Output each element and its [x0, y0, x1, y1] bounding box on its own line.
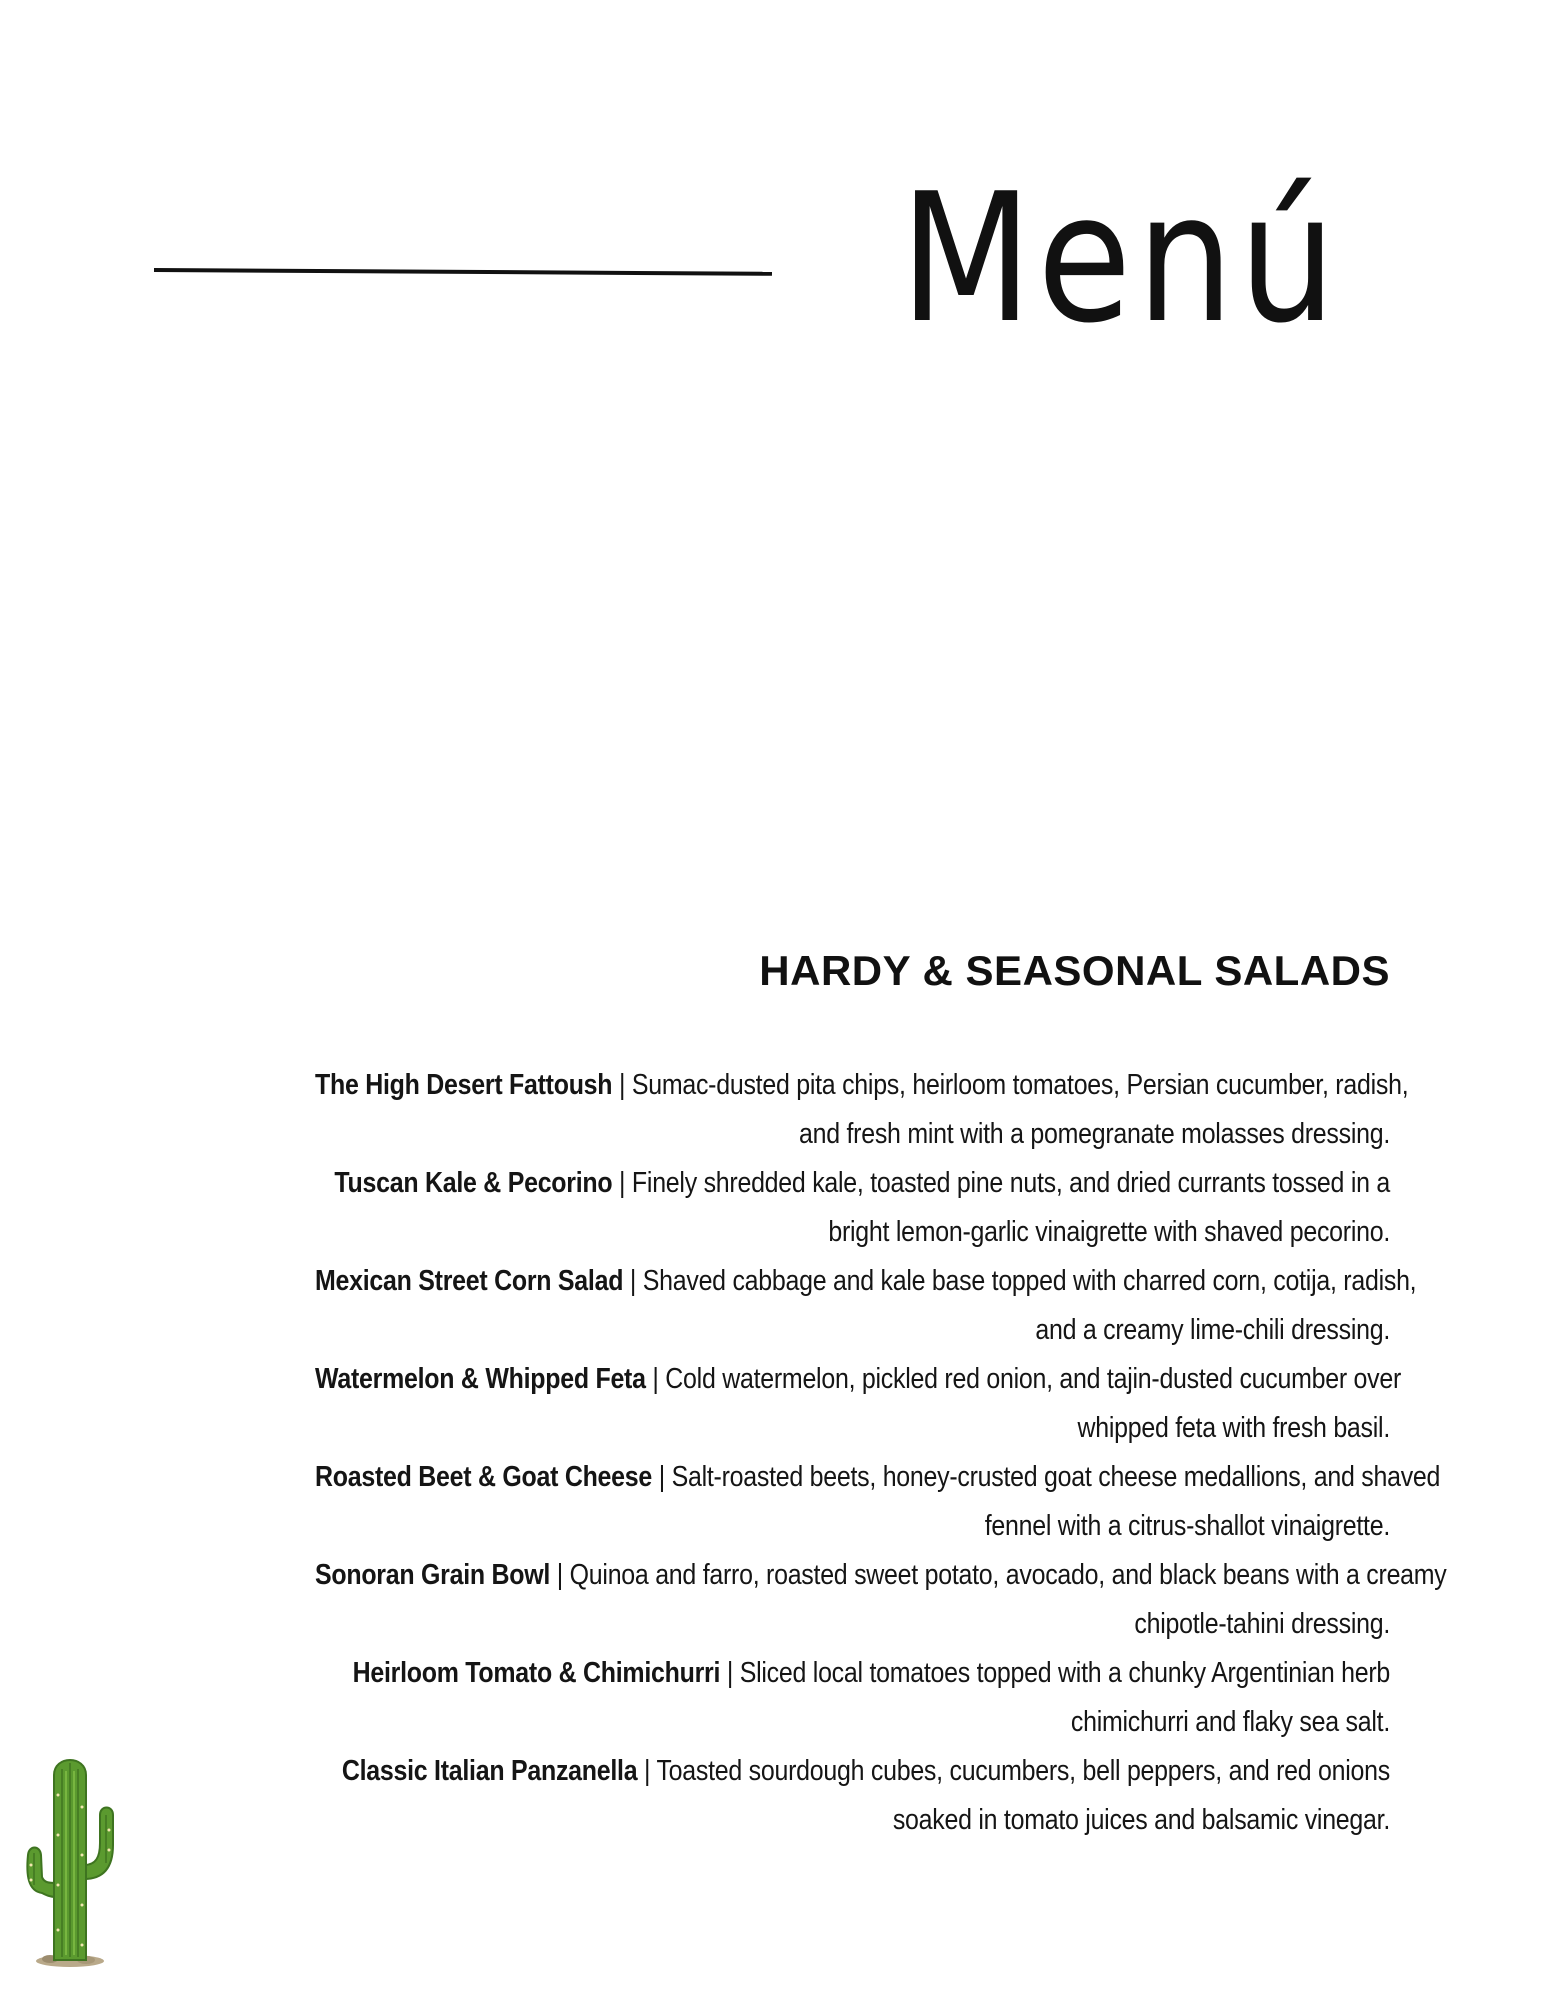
menu-item-separator: | — [556, 1559, 563, 1591]
cactus-icon — [20, 1745, 120, 1970]
menu-item-first-line — [315, 1453, 1441, 1502]
menu-item-description: Finely shredded kale, toasted pine nuts, and dried currants tossed in a — [631, 1167, 1390, 1199]
menu-item-first-line — [315, 1061, 1409, 1110]
menu-item-name: Heirloom Tomato & Chimichurri — [352, 1657, 721, 1689]
menu-item-description-continued: chimichurri and flaky sea salt. — [1070, 1706, 1390, 1738]
menu-item-description-continued: whipped feta with fresh basil. — [1077, 1412, 1390, 1444]
menu-item-separator: | — [658, 1461, 665, 1493]
menu-item-first-line — [315, 1355, 1402, 1404]
menu-item-name: The High Desert Fattoush — [315, 1069, 613, 1101]
menu-item-description-continued: bright lemon-garlic vinaigrette with shaved pecorino. — [828, 1216, 1390, 1248]
menu-item-description-continued: chipotle-tahini dressing. — [1134, 1608, 1390, 1640]
menu-item-description: Toasted sourdough cubes, cucumbers, bell peppers, and red onions — [656, 1755, 1390, 1787]
salad-menu-list — [140, 1061, 1447, 1845]
menu-item-first-line — [315, 1551, 1447, 1600]
menu-item — [140, 1649, 1390, 1747]
menu-item-first-line — [315, 1257, 1417, 1306]
menu-item — [140, 1453, 1441, 1551]
menu-item — [140, 1159, 1390, 1257]
menu-item — [140, 1747, 1390, 1845]
menu-item-separator: | — [618, 1069, 626, 1101]
menu-item-description: Sliced local tomatoes topped with a chunky Argentinian herb — [739, 1657, 1390, 1689]
menu-item-description-continued: and fresh mint with a pomegranate molasses dressing. — [799, 1118, 1390, 1150]
menu-item-description: Shaved cabbage and kale base topped with charred corn, cotija, radish, — [642, 1265, 1417, 1297]
menu-item-name: Sonoran Grain Bowl — [315, 1559, 551, 1591]
menu-item-first-line — [315, 1747, 1390, 1796]
menu-item-separator: | — [726, 1657, 734, 1689]
menu-item-separator: | — [619, 1167, 626, 1199]
header-divider-line — [154, 268, 772, 276]
menu-item — [140, 1551, 1447, 1649]
menu-item — [140, 1257, 1417, 1355]
menu-item-description: Cold watermelon, pickled red onion, and tajin-dusted cucumber over — [665, 1363, 1402, 1395]
menu-item-description: Salt-roasted beets, honey-crusted goat cheese medallions, and shaved — [671, 1461, 1441, 1493]
menu-item-description: Quinoa and farro, roasted sweet potato, avocado, and black beans with a creamy — [569, 1559, 1447, 1591]
page-title: Menú — [900, 155, 1341, 362]
menu-item-separator: | — [629, 1265, 637, 1297]
menu-item-separator: | — [644, 1755, 651, 1787]
menu-item-name: Tuscan Kale & Pecorino — [334, 1167, 613, 1199]
menu-item-description: Sumac-dusted pita chips, heirloom tomatoes, Persian cucumber, radish, — [631, 1069, 1409, 1101]
menu-item-first-line — [315, 1159, 1390, 1208]
menu-item-description-continued: fennel with a citrus-shallot vinaigrette. — [984, 1510, 1390, 1542]
menu-item-name: Watermelon & Whipped Feta — [315, 1363, 646, 1395]
menu-item-first-line — [315, 1649, 1390, 1698]
menu-item-description-continued: and a creamy lime-chili dressing. — [1035, 1314, 1390, 1346]
menu-item — [140, 1355, 1402, 1453]
menu-item-name: Classic Italian Panzanella — [341, 1755, 638, 1787]
menu-item — [140, 1061, 1409, 1159]
section-heading: HARDY & SEASONAL SALADS — [759, 947, 1390, 994]
menu-item-name: Roasted Beet & Goat Cheese — [315, 1461, 653, 1493]
menu-item-name: Mexican Street Corn Salad — [315, 1265, 624, 1297]
menu-item-separator: | — [652, 1363, 659, 1395]
menu-item-description-continued: soaked in tomato juices and balsamic vinegar. — [892, 1804, 1390, 1836]
